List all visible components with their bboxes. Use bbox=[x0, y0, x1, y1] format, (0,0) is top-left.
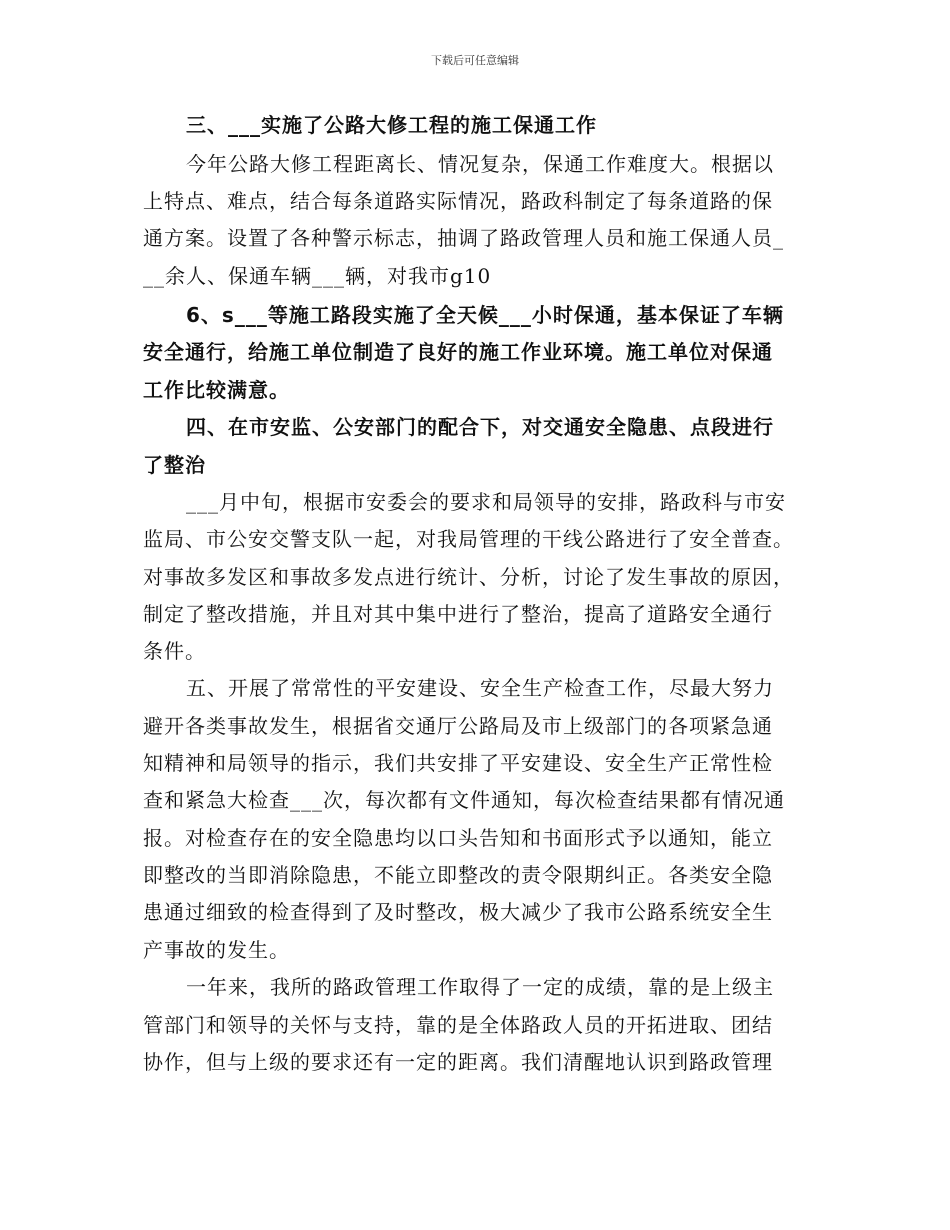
paragraph-line: 知精神和局领导的指示，我们共安排了平安建设、安全生产正常性检 bbox=[143, 751, 773, 775]
paragraph-line: 监局、市公安交警支队一起，对我局管理的干线公路进行了安全普查。 bbox=[143, 527, 794, 551]
paragraph-line: 报。对检查存在的安全隐患均以口头告知和书面形式予以通知，能立 bbox=[143, 826, 773, 850]
paragraph-line: 今年公路大修工程距离长、情况复杂，保通工作难度大。根据以 bbox=[186, 152, 774, 176]
paragraph-line: 条件。 bbox=[143, 639, 206, 663]
paragraph-line: 三、___实施了公路大修工程的施工保通工作 bbox=[186, 113, 597, 137]
paragraph-line: 即整改的当即消除隐患，不能立即整改的责令限期纠正。各类安全隐 bbox=[143, 863, 773, 887]
paragraph-line: 制定了整改措施，并且对其中集中进行了整治，提高了道路安全通行 bbox=[143, 602, 773, 626]
paragraph-line: __余人、保通车辆___辆，对我市g10 bbox=[143, 264, 492, 288]
paragraph-line: 6、s___等施工路段实施了全天候___小时保通，基本保证了车辆 bbox=[186, 303, 784, 327]
page-header: 下载后可任意编辑 bbox=[431, 54, 519, 67]
paragraph-line: 查和紧急大检查___次，每次都有文件通知，每次检查结果都有情况通 bbox=[143, 788, 785, 812]
paragraph-line: ___月中旬，根据市安委会的要求和局领导的安排，路政科与市安 bbox=[186, 490, 786, 514]
paragraph-line: 了整治 bbox=[143, 453, 206, 477]
paragraph-line: 一年来，我所的路政管理工作取得了一定的成绩，靠的是上级主 bbox=[186, 975, 774, 999]
paragraph-line: 工作比较满意。 bbox=[143, 378, 290, 402]
paragraph-line: 四、在市安监、公安部门的配合下，对交通安全隐患、点段进行 bbox=[186, 415, 774, 439]
paragraph-line: 通方案。设置了各种警示标志，抽调了路政管理人员和施工保通人员_ bbox=[143, 226, 784, 250]
paragraph-line: 协作，但与上级的要求还有一定的距离。我们清醒地认识到路政管理 bbox=[143, 1050, 773, 1074]
paragraph-line: 避开各类事故发生，根据省交通厅公路局及市上级部门的各项紧急通 bbox=[143, 714, 773, 738]
paragraph-line: 管部门和领导的关怀与支持，靠的是全体路政人员的开拓进取、团结 bbox=[143, 1013, 773, 1037]
paragraph-line: 对事故多发区和事故多发点进行统计、分析，讨论了发生事故的原因， bbox=[143, 565, 794, 589]
paragraph-line: 产事故的发生。 bbox=[143, 938, 290, 962]
paragraph-line: 上特点、难点，结合每条道路实际情况，路政科制定了每条道路的保 bbox=[143, 189, 773, 213]
paragraph-line: 患通过细致的检查得到了及时整改，极大减少了我市公路系统安全生 bbox=[143, 900, 773, 924]
paragraph-line: 安全通行，给施工单位制造了良好的施工作业环境。施工单位对保通 bbox=[143, 340, 773, 364]
paragraph-line: 五、开展了常常性的平安建设、安全生产检查工作，尽最大努力 bbox=[186, 676, 774, 700]
